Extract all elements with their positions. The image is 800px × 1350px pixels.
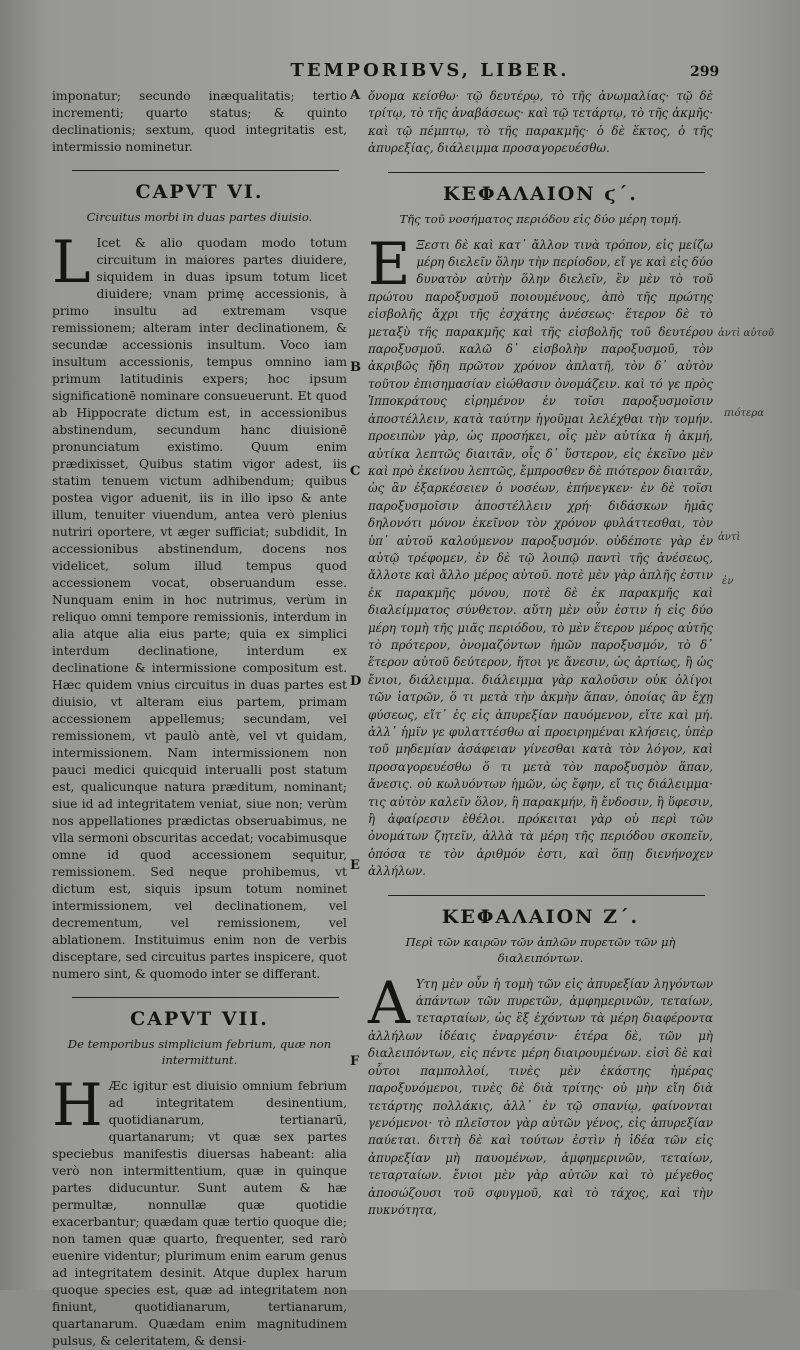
section-letter-b: B [350, 360, 361, 375]
greek-cap7-title: ΚΕΦΑΛΑΙΟΝ Ζ΄. [441, 905, 640, 928]
latin-intro: imponatur; secundo inæqualitatis; tertio incrementi; quarto status; & quinto declinationis; sextum, quod integritatis est, intermissio nominetur. [52, 89, 347, 154]
section-letter-c: C [350, 464, 361, 479]
section-letter-gutter [348, 88, 366, 1238]
margin-note: ἐν [722, 576, 734, 587]
page-number: 299 [690, 64, 720, 80]
section-letter-d: D [350, 674, 362, 689]
drop-cap: H [52, 1071, 103, 1139]
latin-column [52, 88, 347, 1348]
running-title: TEMPORIBVS, LIBER. [290, 60, 570, 81]
section-rule [72, 997, 339, 998]
drop-cap: Α [368, 968, 410, 1037]
greek-column [368, 88, 713, 1238]
greek-cap7-text: Υτη μὲν οὖν ἡ τομὴ τῶν εἰς ἀπυρεξίαν ληγόντων ἁπάντων τῶν πυρετῶν, ἀμφημερινῶν, τεταίων, τεταρταίων, ὡς ἓξ ἐχόντων τὰ μέρη διαφέροντα ἀλλήλων ἰδέαις ἐναργέσιν· ἑτέρα δὲ, τῶν μὴ διαλειπόντων, εἰς πέντε μέρη διαιρουμένων. εἰσὶ δὲ καὶ οὗτοι παμπολλοί, τινὲς μὲν ἑκάστης ἡμέρας παροξυνόμενοι, τινὲς δὲ διὰ τρίτης· οὐ μὴν εἴη διὰ τετάρτης πολλάκις, ἀλλ᾽ ἐν τῷ σπανίῳ, φαίνονται γενόμενοι· τὸ πλεῖστον γὰρ αὐτῶν γένος, εἰς ἀπυρεξίαν παύεται. διττὴ δὲ καὶ τούτων ἐστὶν ἡ ἰδέα τῶν εἰς ἀπυρεξίαν μὴ παυομένων, ἀμφημερινῶν, τεταίων, τεταρταίων. ἔνιοι μὲν γὰρ αὐτῶν καὶ τὸ μέγεθος ἀποσώζουσι τοῦ σφυγμοῦ, καὶ τὸ τάχος, καὶ τὴν πυκνότητα, [368, 976, 713, 1217]
section-rule [72, 170, 339, 171]
latin-cap7-subtitle: De temporibus simplicium febrium, quæ non intermittunt. [67, 1037, 332, 1067]
latin-cap7-title: CAPVT VII. [130, 1008, 269, 1030]
margin-notes [718, 320, 798, 920]
drop-cap: Ε [368, 229, 411, 298]
latin-cap6-body [52, 228, 347, 983]
margin-note: πιότερα [724, 408, 765, 419]
margin-note: ἀντὶ [718, 532, 741, 543]
section-letter-f: F [350, 1054, 360, 1069]
drop-cap: L [52, 228, 91, 296]
greek-cap6-text: Ξεστι δὲ καὶ κατ᾽ ἄλλον τινὰ τρόπον, εἰς μείζω μέρη διελεῖν ὅλην τὴν περίοδον, εἴ γε καὶ εἰς δύο δυνατὸν αὐτὴν ὅλην διελεῖν, ἓν μὲν τὸ τοῦ πρώτου παροξυσμοῦ ποιουμένους, ἀπὸ τῆς πρώτης εἰσβολῆς ἄχρι τῆς ἐσχάτης ἀνέσεως· ἕτερον δὲ τὸ μεταξὺ τῆς παρακμῆς καὶ τῆς εἰσβολῆς τοῦ δευτέρου παροξυσμοῦ. καλῶ δ᾽ εἰσβολὴν παροξυσμοῦ, τὸν ἀκριβῶς ἤδη πρῶτον χρόνον ἀπλατῆ, τὸν δ᾽ αὐτὸν τοῦτον ἐπισημασίαν εἰώθασιν ὀνομάζειν. καὶ τό γε πρὸς Ἱπποκράτους εἰρημένον ἐν τοῖσι παροξυσμοῖσιν ἀποστέλλειν, κατὰ ταύτην ἡγοῦμαι λελέχθαι τὴν τομήν. προειπὼν γὰρ, ὡς προσήκει, οἷς μὲν αὐτίκα ἡ ἀκμή, αὐτίκα λεπτῶς διαιτᾶν, οἷς δ᾽ ὕστερον, εἰς ἐκεῖνο μὲν καὶ πρὸ ἐκείνου λεπτῶς, ἔμπροσθεν δὲ πιότερον διαιτᾶν, ὡς ἂν ἐξαρκέσειεν ὁ νοσέων, ἐπήνεγκεν· ἐν δὲ τοῖσι παροξυσμοῖσιν ἀποστέλλειν χρή· διδάσκων ἡμᾶς δηλονότι μόνον ἐκεῖνον τὸν χρόνον φυλάττεσθαι, τὸν ὑπ᾽ αὐτοῦ καλούμενον παροξυσμόν. οὐδέποτε γὰρ ἐν αὐτῷ τρέφομεν, ἐν δὲ τῷ λοιπῷ παντὶ τῆς ἀνέσεως, ἄλλοτε καὶ ἄλλο μέρος αὐτοῦ. ποτὲ μὲν γὰρ ἁπλῆς ἐστιν ἐκ παρακμῆς μόνου, ποτὲ δὲ ἐκ παρακμῆς καὶ διαλείμματος σύνθετον. αὕτη μὲν οὖν ἐστιν ἡ εἰς δύο μέρη τομὴ τῆς μιᾶς περιόδου, τὸ μὲν ἕτερον μέρος αὐτῆς τὸ πρότερον, ὀνομαζόντων ἡμῶν παροξυσμόν, τὸ δ᾽ ἕτερον αὐτοῦ δεύτερον, ἤτοι γε ἄνεσιν, ὡς ἀρτίως, ἢ ὡς ἔνιοι, διάλειμμα. διάλειμμα γὰρ καλοῦσιν οὐκ ὀλίγοι τῶν ἰατρῶν, ὅ τι μετὰ τὴν ἀκμὴν ἅπαν, ὁποίας ἂν ἔχῃ φύσεως, εἴτ᾽ ἐς εἰς ἀπυρεξίαν παυόμενον, εἴτε καὶ μή. ἀλλ᾽ ἡμῖν γε φυλαττέσθω αἱ προειρημέναι κλήσεις, ὑπὲρ τοῦ μηδεμίαν ἀσάφειαν γίνεσθαι κατὰ τὸν λόγον, καὶ προσαγορευέσθω ὅ τι μετὰ τὸν παροξυσμὸν ἅπαν, ἄνεσις. οὐ κωλυόντων ἡμῶν, ὡς ἔφην, εἴ τις διάλειμμα· τις αὐτὸν καλεῖν ὅλον, ἢ παρακμήν, ἢ ἔνδοσιν, ἢ ὕφεσιν, ἢ ἀφαίρεσιν ἐθέλοι. πρόκειται γὰρ οὐ περὶ τῶν ὀνομάτων ζητεῖν, ἀλλὰ τὰ μέρη τῆς περιόδου σκοπεῖν, ὁπόσα τε τὸν ἀριθμόν ἐστι, καὶ ὅπῃ διενήνοχεν ἀλλήλων. [368, 237, 713, 879]
greek-cap6-body [368, 229, 713, 881]
greek-cap6-title: ΚΕΦΑΛΑΙΟΝ ϛ΄. [443, 182, 638, 205]
margin-note: ἀντὶ αὐτοῦ [718, 328, 774, 339]
section-rule [388, 172, 705, 173]
latin-cap7-body [52, 1071, 347, 1350]
greek-cap6-subtitle: Τῆς τοῦ νοσήματος περιόδου εἰς δύο μέρη τομή. [399, 211, 682, 226]
latin-cap6-subtitle: Circuitus morbi in duas partes diuisio. [86, 210, 313, 224]
section-letter-a: A [350, 88, 361, 103]
greek-cap7-body [368, 968, 713, 1220]
greek-cap7-subtitle: Περὶ τῶν καιρῶν τῶν ἁπλῶν πυρετῶν τῶν μὴ διαλειπόντων. [405, 934, 676, 965]
latin-cap6-title: CAPVT VI. [135, 181, 264, 203]
latin-cap7-text: Æc igitur est diuisio omnium febrium ad integritatem desinentium, quotidianarum, tertianarū, quartanarum; vt quæ sex partes speciebus manifestis diuersas habeant: alia verò non intermittentium, quæ in quinque partes diducuntur. Sunt autem & hæ permultæ, nonnullæ quæ quotidie exacerbantur; quædam quæ tertio quoque die; non tamen quæ quarto, frequenter, sed rarò euenire videntur; plurimum enim earum genus ad integritatem desinit. Atque duplex harum quoque species est, quæ ad integritatem non finiunt, quotidianarum, tertianarum, quartanarum. Quædam enim magnitudinem pulsus, & celeritatem, & densi- [52, 1079, 347, 1348]
latin-cap6-text: Icet & alio quodam modo totum circuitum in maiores partes diuidere, siquidem in duas ipsum totum licet diuidere; vnam primę accessionis, à primo insultu ad extremam vsque remissionem; alteram inter declinationem, & secundæ accessionis insultum. Voco iam insultum accessionis, tempus omnino iam primum latitudinis expers; hoc ipsum significationē nominare consueuerunt. Et quod ab Hippocrate dictum est, in accessionibus abstinendum, secundum hanc diuisionē pronunciatum existimo. Quum enim prædixisset, Quibus statim vigor adest, iis statim tenuem victum adhibendum; quibus postea vigor aduenit, iis in illo ipso & ante illum, tenuiter viuendum, antea verò plenius nutriri oportere, vt æger sufficiat; subdidit, In accessionibus abstinendum, docens nos videlicet, solum illud tempus quod accessionem vocat, obseruandum esse. Nunquam enim in hoc nutrimus, verùm in reliquo omni tempore remissionis, interdum in alia atque alia eius parte; quia ex simplici interdum declinatione, interdum ex declinatione & intermissione compositum est. Hæc quidem vnius circuitus in duas partes est diuisio, vt alteram eius partem, primam accessionem appellemus; secundam, vel remissionem, vt paulò antè, vel vt quidam, intermissionem. Nam intermissionem non pauci medici quicquid interualli post statum est, qualicunque natura præditum, nominant; siue id ad integritatem veniat, siue non; verùm nos appellationes prædictas obseruabimus, ne vlla sermoni obscuritas accedat; vocabimusque omne id quod accessionem sequitur, remissionem. Sed neque prohibemus, vt dictum est, siquis ipsum totum nominet intermissionem, vel declinationem, vel decrementum, vel remissionem, vel ablationem. Instituimus enim non de verbis disceptare, sed circuitus partes inspicere, quot numero sint, & quomodo inter se differant. [52, 236, 347, 981]
section-letter-e: E [350, 858, 360, 873]
greek-intro: ὄνομα κείσθω· τῷ δευτέρῳ, τὸ τῆς ἀνωμαλίας· τῷ δὲ τρίτῳ, τὸ τῆς ἀναβάσεως· καὶ τῷ τετάρτῳ, τὸ τῆς ἀκμῆς· καὶ τῷ πέμπτῳ, τὸ τῆς παρακμῆς· ὁ δὲ ἕκτος, ὁ τῆς ἀπυρεξίας, διάλειμμα προσαγορευέσθω. [368, 89, 713, 156]
section-rule [388, 895, 705, 896]
